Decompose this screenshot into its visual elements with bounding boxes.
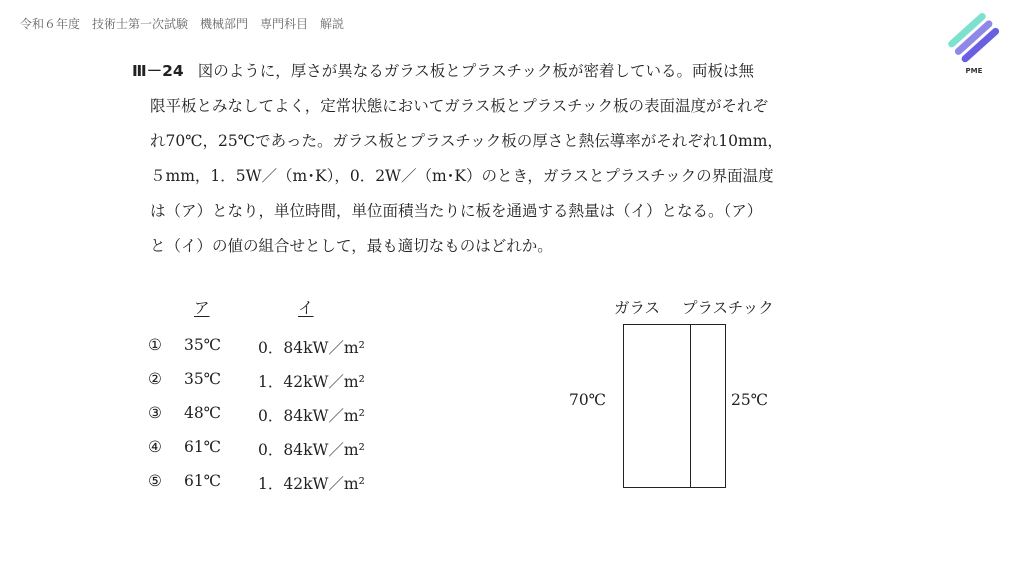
- question-line-6: と（イ）の値の組合せとして，最も適切なものはどれか。: [150, 237, 553, 255]
- choice-number: ⑤: [148, 472, 162, 490]
- choice-value-i: 0．84kW／m²: [258, 339, 365, 357]
- label-plastic: プラスチック: [682, 299, 774, 317]
- choice-number: ②: [148, 370, 162, 388]
- question-line-2: 限平板とみなしてよく，定常状態においてガラス板とプラスチック板の表面温度がそれぞ: [150, 97, 768, 115]
- question-line-4: ５mm，1．5W／（m･K），0．2W／（m･K）のとき，ガラスとプラスチックの界面温度: [150, 167, 774, 185]
- label-glass: ガラス: [614, 299, 661, 317]
- slab-diagram: [560, 296, 800, 496]
- header-title: 令和６年度 技術士第一次試験 機械部門 専門科目 解説: [20, 17, 345, 31]
- choice-value-i: 1．42kW／m²: [258, 475, 365, 493]
- choice-number: ①: [148, 336, 162, 354]
- question-text: [132, 54, 862, 264]
- choice-value-i: 0．84kW／m²: [258, 441, 365, 459]
- logo-label: PME: [965, 67, 983, 75]
- choice-value-a: 48℃: [184, 404, 222, 422]
- slab-outline: [623, 324, 726, 488]
- choice-value-a: 61℃: [184, 438, 222, 456]
- choice-value-a: 35℃: [184, 336, 222, 354]
- label-temp-right: 25℃: [731, 391, 769, 409]
- question-line-5: は（ア）となり，単位時間，単位面積当たりに板を通過する熱量は（イ）となる。（ア）: [150, 202, 763, 220]
- slab-interface-line: [690, 325, 691, 487]
- question-line-1: Ⅲ－24 図のように，厚さが異なるガラス板とプラスチック板が密着している。両板は無: [132, 62, 755, 80]
- label-temp-left: 70℃: [569, 391, 607, 409]
- choice-header-a: ア: [194, 299, 210, 317]
- question-line-3: れ70℃，25℃であった。ガラス板とプラスチック板の厚さと熱伝導率がそれぞれ10mm，: [150, 132, 783, 150]
- logo-stripes-icon: [946, 10, 1002, 66]
- choice-header-i: イ: [298, 299, 314, 317]
- choice-value-i: 0．84kW／m²: [258, 407, 365, 425]
- choice-value-a: 61℃: [184, 472, 222, 490]
- question-number: Ⅲ－24: [132, 62, 184, 80]
- choice-value-a: 35℃: [184, 370, 222, 388]
- choice-number: ③: [148, 404, 162, 422]
- choice-number: ④: [148, 438, 162, 456]
- choice-value-i: 1．42kW／m²: [258, 373, 365, 391]
- pme-logo: [946, 10, 1002, 76]
